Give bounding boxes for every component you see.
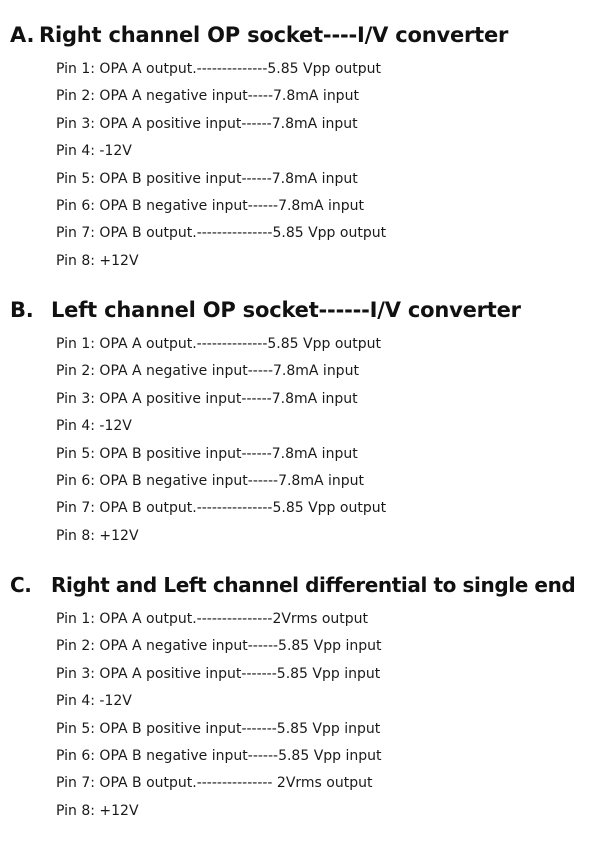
pin-item: Pin 4: -12V: [56, 418, 132, 435]
section-letter: C.: [10, 573, 32, 597]
pin-item: Pin 7: OPA B output.---------------5.85 Vpp output: [56, 225, 387, 242]
pin-item: Pin 3: OPA A positive input-------5.85 Vpp input: [56, 665, 381, 682]
pin-item: Pin 8: +12V: [56, 802, 139, 819]
pin-item: Pin 3: OPA A positive input------7.8mA input: [56, 115, 358, 132]
pin-item: Pin 8: +12V: [56, 527, 139, 544]
pin-item: Pin 4: -12V: [56, 143, 132, 160]
pin-item: Pin 5: OPA B positive input-------5.85 Vpp input: [56, 720, 381, 737]
pin-item: Pin 4: -12V: [56, 693, 132, 710]
section-letter: A.: [10, 23, 35, 47]
section-heading: [10, 571, 575, 599]
pin-item: Pin 5: OPA B positive input------7.8mA input: [56, 445, 358, 462]
section-title: Left channel OP socket------I/V converter: [51, 298, 521, 322]
section-title: Right and Left channel differential to single end: [51, 573, 576, 597]
pin-item: Pin 6: OPA B negative input------7.8mA input: [56, 197, 365, 214]
pin-item: Pin 2: OPA A negative input------5.85 Vpp input: [56, 638, 382, 655]
pin-list: [56, 334, 386, 553]
section-letter: B.: [10, 298, 34, 322]
section-title: Right channel OP socket----I/V converter: [39, 23, 509, 47]
pin-list: [56, 609, 382, 828]
pin-item: Pin 8: +12V: [56, 252, 139, 269]
pin-item: Pin 7: OPA B output.--------------- 2Vrms output: [56, 775, 373, 792]
pin-item: Pin 6: OPA B negative input------7.8mA input: [56, 472, 365, 489]
section-heading: [10, 296, 521, 324]
pin-item: Pin 1: OPA A output.--------------5.85 Vpp output: [56, 61, 381, 77]
section-heading: [10, 21, 508, 49]
pin-list: [56, 59, 386, 278]
pin-item: Pin 6: OPA B negative input------5.85 Vpp input: [56, 747, 382, 764]
pin-item: Pin 2: OPA A negative input-----7.8mA input: [56, 363, 359, 380]
pin-item: Pin 7: OPA B output.---------------5.85 Vpp output: [56, 500, 387, 517]
pin-item: Pin 1: OPA A output.---------------2Vrms output: [56, 611, 368, 627]
pin-item: Pin 3: OPA A positive input------7.8mA input: [56, 390, 358, 407]
pin-item: Pin 1: OPA A output.--------------5.85 Vpp output: [56, 336, 381, 352]
pin-item: Pin 2: OPA A negative input-----7.8mA input: [56, 88, 359, 105]
pin-item: Pin 5: OPA B positive input------7.8mA input: [56, 170, 358, 187]
